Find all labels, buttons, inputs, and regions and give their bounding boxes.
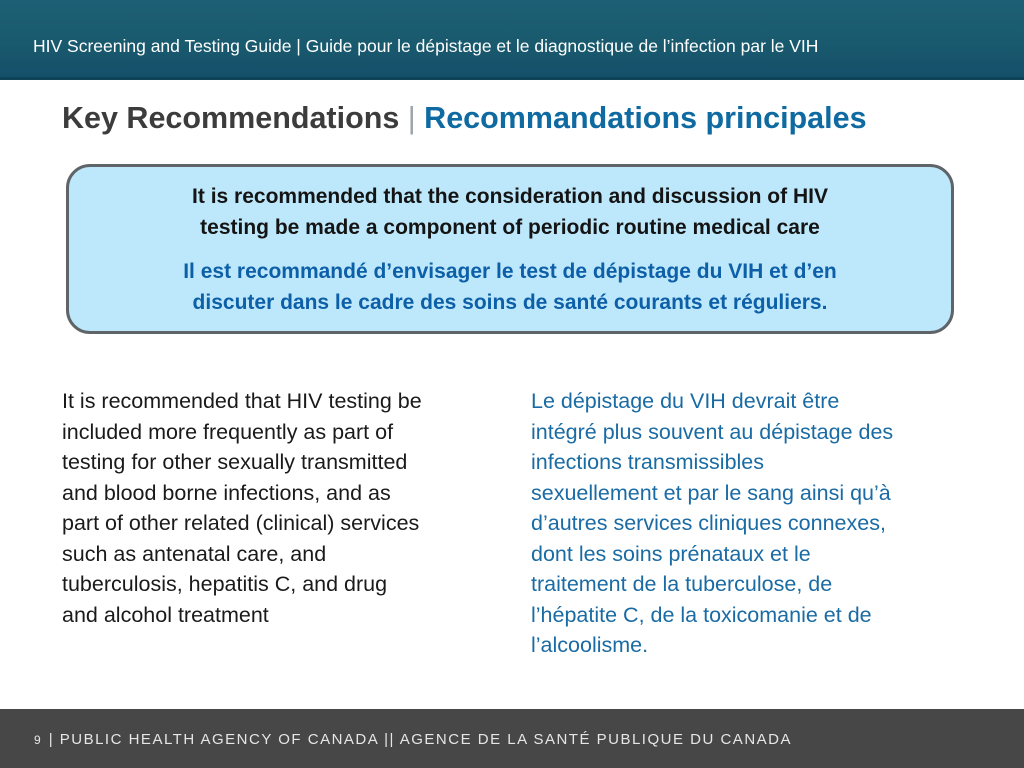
body-en-line: part of other related (clinical) services: [62, 511, 420, 535]
footer-text: [34, 731, 792, 748]
callout-en-line: testing be made a component of periodic routine medical care: [200, 216, 820, 239]
page-title-separator: |: [399, 101, 425, 135]
callout-en-line: It is recommended that the consideration and discussion of HIV: [192, 185, 828, 208]
page-title-en: Key Recommendations: [62, 101, 400, 135]
body-en-line: and alcohol treatment: [62, 602, 269, 627]
body-fr-line: sexuellement et par le sang ainsi qu’à: [531, 480, 891, 505]
body-fr-line: intégré plus souvent au dépistage des: [531, 419, 894, 444]
body-fr-line: dont les soins prénataux et le: [531, 541, 811, 566]
body-en-line: included more frequently as part of: [62, 419, 394, 444]
body-en-line: testing for other sexually transmitted: [62, 450, 408, 474]
page-title: [62, 101, 867, 136]
page-title-fr: Recommandations principales: [424, 101, 867, 135]
body-en-line: and blood borne infections, and as: [62, 480, 391, 505]
body-text-en: [62, 386, 502, 630]
body-en-line: tuberculosis, hepatitis C, and drug: [62, 572, 388, 596]
body-fr-line: traitement de la tuberculose, de: [531, 572, 833, 596]
page-number: 9: [34, 733, 41, 747]
callout-fr-text: [90, 256, 930, 318]
callout-fr-line: discuter dans le cadre des soins de santé courants et réguliers.: [192, 291, 828, 314]
footer-bar: [0, 709, 1024, 768]
body-fr-line: l’alcoolisme.: [531, 633, 649, 657]
callout-fr-line: Il est recommandé d’envisager le test de dépistage du VIH et d’en: [183, 260, 837, 283]
callout-en-text: [100, 181, 920, 243]
body-en-line: such as antenatal care, and: [62, 541, 327, 566]
header-title: HIV Screening and Testing Guide | Guide pour le dépistage et le diagnostique de l’infection par le VIH: [33, 36, 819, 56]
body-text-fr: [531, 386, 976, 661]
body-fr-line: infections transmissibles: [531, 450, 765, 474]
body-en-line: It is recommended that HIV testing be: [62, 389, 422, 413]
body-fr-line: d’autres services cliniques connexes,: [531, 511, 886, 535]
body-fr-line: Le dépistage du VIH devrait être: [531, 389, 840, 413]
recommendation-callout: [66, 164, 954, 334]
footer-agency-name: | PUBLIC HEALTH AGENCY OF CANADA || AGENCE DE LA SANTÉ PUBLIQUE DU CANADA: [48, 731, 792, 748]
body-fr-line: l’hépatite C, de la toxicomanie et de: [531, 602, 872, 627]
header-bar: [0, 0, 1024, 80]
